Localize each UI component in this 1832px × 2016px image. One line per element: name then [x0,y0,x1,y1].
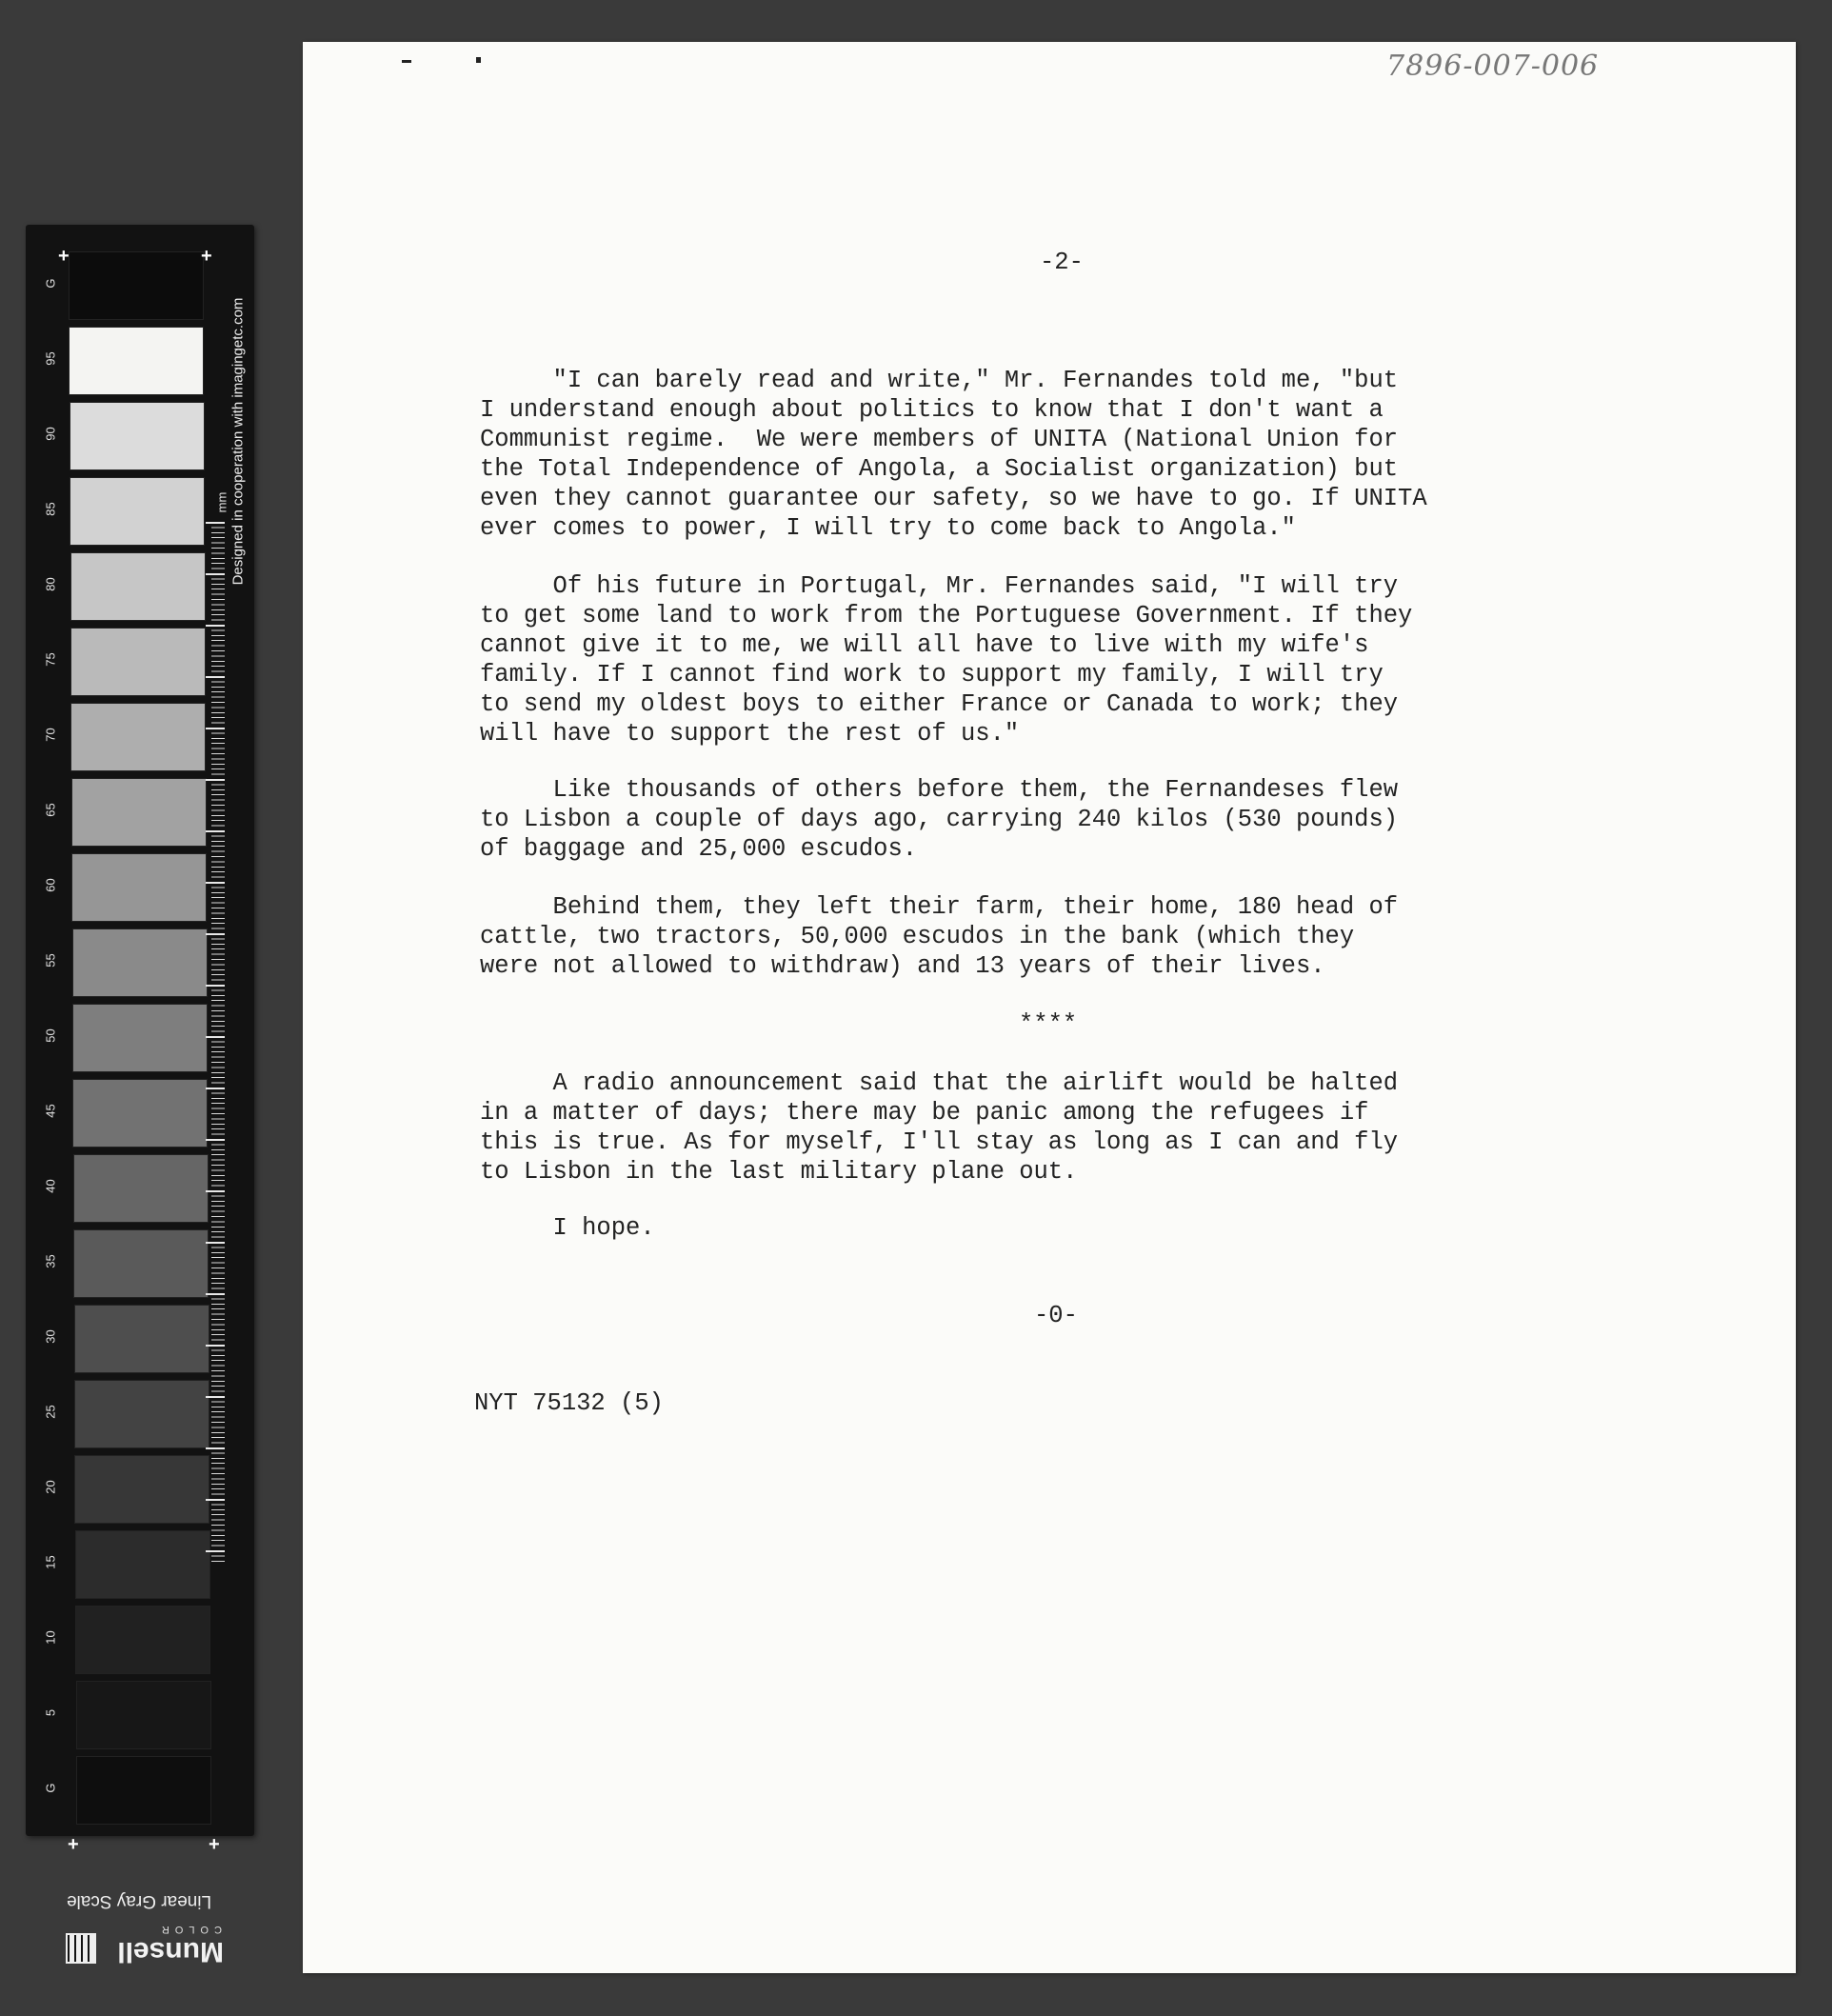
archive-number: 7896-007-006 [1386,50,1600,83]
gray-patch-label: 70 [43,728,58,742]
gray-patch [76,1756,211,1825]
gray-patch [69,251,204,320]
gray-scale-title: Linear Gray Scale [67,1891,212,1911]
gray-patch [74,1455,209,1524]
section-separator: **** [1019,1010,1078,1038]
registration-cross: + [58,246,70,267]
gray-patch-label: 45 [43,1104,58,1118]
page-number: -2- [1040,249,1084,276]
gray-patch [70,703,206,771]
gray-patch-label: 85 [43,502,58,516]
gray-patch [75,1606,210,1674]
gray-patch-label: 75 [43,652,58,667]
punch-mark [476,57,481,60]
registration-cross: + [209,1834,220,1855]
gray-patch [73,1229,209,1298]
gray-patch [72,928,208,997]
gray-patch-label: 20 [43,1480,58,1494]
gray-patch-label: 10 [43,1630,58,1645]
gray-patch-label: 80 [43,577,58,591]
gray-patch [74,1305,209,1373]
gray-patch-label: 60 [43,878,58,892]
gray-patch [75,1530,210,1599]
paragraph-3: Like thousands of others before them, the Fernandeses flew to Lisbon a couple of days ago, carrying 240 kilos (530 pounds) of baggage and 25,000 escudos. [480,776,1399,863]
gray-patch [74,1380,209,1448]
gray-patch [70,628,206,696]
munsell-logo-icon [68,1935,94,1962]
gray-patch [73,1154,209,1223]
paragraph-2: Of his future in Portugal, Mr. Fernandes said, "I will try to get some land to work from the Portuguese Government. If they cannot give it to me, we will all have to live with my wife's family. If I cannot find work to support my family, I will try to send my oldest boys to either France or Canada to work; they will have to support the rest of us." [480,572,1413,748]
registration-cross: + [201,246,212,267]
gray-patch-label: 95 [43,351,58,366]
end-mark: -0- [1034,1302,1078,1329]
gray-patch [70,552,206,621]
gray-patch-label: 50 [43,1028,58,1043]
gray-patch [76,1681,211,1749]
designed-by-credit: Designed in cooperation with imagingetc.com [229,297,247,586]
footer-code: NYT 75132 (5) [474,1389,664,1417]
registration-cross: + [68,1834,79,1855]
gray-patch [72,1004,208,1072]
punch-mark [476,60,481,63]
gray-patch-label: 90 [43,427,58,441]
gray-patch-label: 65 [43,803,58,817]
gray-patch-label: G [43,278,58,289]
ruler-unit-label: mm [214,491,229,513]
gray-patch-label: 30 [43,1329,58,1344]
gray-patch [71,853,207,922]
gray-patch [71,778,207,847]
gray-patch [72,1079,208,1148]
paragraph-1: "I can barely read and write," Mr. Fernandes told me, "but I understand enough about politics to know that I don't want a Communist regime. We were members of UNITA (National Union for the Total Independence of Angola, a Socialist organization) but even they cannot guarantee our safety, so we have to go. If UNITA ever comes to power, I will try to come back to Angola." [480,367,1427,542]
gray-patch [69,327,204,395]
brand-name: Munsell [117,1936,224,1967]
gray-patch-label: 35 [43,1254,58,1268]
munsell-brand [62,1922,224,1969]
paragraph-6: I hope. [480,1214,655,1242]
gray-patch-label: 40 [43,1179,58,1193]
gray-patch [70,402,205,470]
document-page [303,42,1796,1973]
gray-patch-label: 55 [43,953,58,968]
punch-mark [402,60,411,63]
gray-patch-label: 5 [43,1708,58,1717]
gray-patch-label: 15 [43,1555,58,1569]
mm-ruler-major-ticks [206,522,225,1562]
brand-subtitle: COLOR [155,1924,222,1935]
paragraph-4: Behind them, they left their farm, their home, 180 head of cattle, two tractors, 50,000 escudos in the bank (which they were not allowed to withdraw) and 13 years of their lives. [480,893,1399,980]
gray-patch [70,477,205,546]
gray-patch-label: 25 [43,1405,58,1419]
gray-patch-label: G [43,1783,58,1793]
paragraph-5: A radio announcement said that the airlift would be halted in a matter of days; there may be panic among the refugees if this is true. As for myself, I'll stay as long as I can and fly to Lisbon in the last military plane out. [480,1069,1399,1186]
